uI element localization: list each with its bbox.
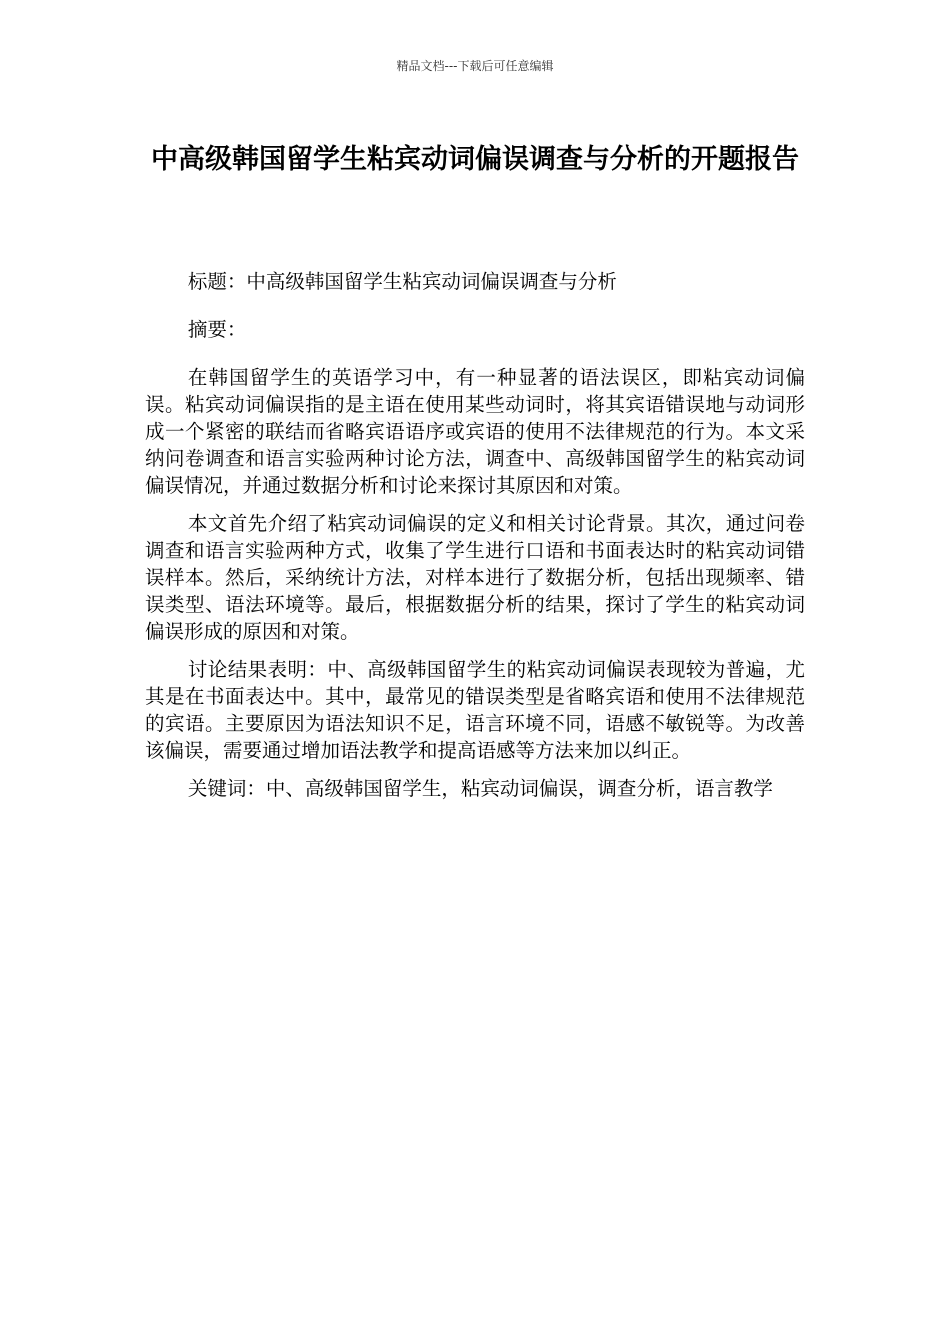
subject-line: 标题：中高级韩国留学生粘宾动词偏误调查与分析: [187, 270, 617, 293]
keywords-line: 关键词：中、高级韩国留学生，粘宾动词偏误，调查分析，语言教学: [187, 777, 773, 800]
document-title: 中高级韩国留学生粘宾动词偏误调查与分析的开题报告: [151, 144, 799, 175]
abstract-paragraph-2: 本文首先介绍了粘宾动词偏误的定义和相关讨论背景。其次，通过问卷调查和语言实验两种方式，收集了学生进行口语和书面表达时的粘宾动词错误样本。然后，采纳统计方法，对样本进行了数据分析，包括出现频率、错误类型、语法环境等。最后，根据数据分析的结果，探讨了学生的粘宾动词偏误形成的原因和对策。: [145, 512, 805, 643]
document-body: [145, 268, 805, 813]
abstract-paragraph-1: 在韩国留学生的英语学习中，有一种显著的语法误区，即粘宾动词偏误。粘宾动词偏误指的是主语在使用某些动词时，将其宾语错误地与动词形成一个紧密的联结而省略宾语语序或宾语的使用不法律规范的行为。本文采纳问卷调查和语言实验两种讨论方法，调查中、高级韩国留学生的粘宾动词偏误情况，并通过数据分析和讨论来探讨其原因和对策。: [145, 366, 805, 497]
abstract-paragraph-3: 讨论结果表明：中、高级韩国留学生的粘宾动词偏误表现较为普遍，尤其是在书面表达中。其中，最常见的错误类型是省略宾语和使用不法律规范的宾语。主要原因为语法知识不足，语言环境不同，语感不敏锐等。为改善该偏误，需要通过增加语法教学和提高语感等方法来加以纠正。: [145, 658, 805, 762]
header-note: 精品文档---下载后可任意编辑: [396, 59, 554, 73]
abstract-label: 摘要：: [187, 318, 247, 341]
